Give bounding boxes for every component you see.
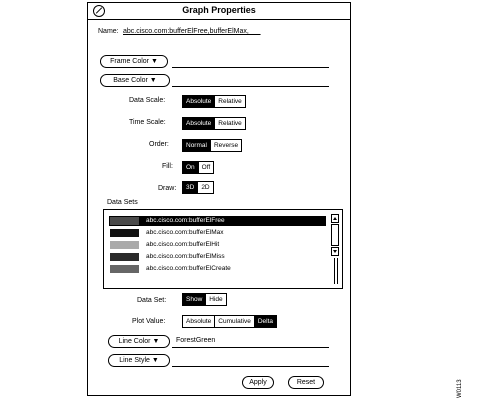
data-set-show[interactable]: Show	[183, 294, 206, 305]
line-color-value[interactable]: ForestGreen	[176, 337, 216, 344]
line-style-field[interactable]	[172, 366, 329, 367]
data-set-hide[interactable]: Hide	[209, 296, 223, 303]
fill-on[interactable]: On	[183, 162, 199, 173]
list-item[interactable]	[109, 228, 326, 238]
line-style-button[interactable]: Line Style ▼	[108, 354, 170, 367]
time-scale-toggle	[182, 117, 246, 130]
line-color-field[interactable]	[172, 347, 329, 348]
draw-label: Draw:	[158, 185, 177, 192]
base-color-button[interactable]: Base Color ▼	[100, 74, 170, 87]
list-item[interactable]	[109, 264, 326, 274]
order-reverse[interactable]: Reverse	[213, 142, 239, 149]
graph-properties-window	[87, 2, 351, 396]
time-scale-absolute[interactable]: Absolute	[183, 118, 215, 129]
order-label: Order:	[149, 141, 169, 148]
scroll-up-arrow-icon[interactable]	[331, 214, 339, 223]
list-item[interactable]	[109, 240, 326, 250]
name-field[interactable]: abc.cisco.com:bufferElFree,bufferElMax,___	[123, 28, 261, 35]
draw-2d[interactable]: 2D	[201, 184, 210, 191]
data-scale-toggle	[182, 95, 246, 108]
series-name: abc.cisco.com:bufferElCreate	[146, 265, 231, 272]
list-item[interactable]	[109, 252, 326, 262]
plot-value-absolute[interactable]: Absolute	[183, 316, 215, 327]
fill-label: Fill:	[162, 163, 173, 170]
plot-value-label: Plot Value:	[132, 318, 166, 325]
series-swatch	[110, 217, 139, 225]
fill-off[interactable]: Off	[201, 164, 211, 171]
data-set-label: Data Set:	[137, 297, 167, 304]
time-scale-relative[interactable]: Relative	[218, 120, 242, 127]
frame-color-field[interactable]	[172, 67, 329, 68]
fill-toggle	[182, 161, 214, 174]
order-normal[interactable]: Normal	[183, 140, 211, 151]
series-name: abc.cisco.com:bufferElFree	[146, 217, 225, 224]
data-sets-list[interactable]	[103, 209, 343, 289]
data-scale-absolute[interactable]: Absolute	[183, 96, 215, 107]
scrollbar[interactable]	[331, 214, 339, 284]
time-scale-label: Time Scale:	[129, 119, 166, 126]
draw-3d[interactable]: 3D	[183, 182, 198, 193]
plot-value-cumulative[interactable]: Cumulative	[215, 316, 255, 327]
title-bar	[88, 3, 350, 20]
base-color-field[interactable]	[172, 86, 329, 87]
series-swatch	[110, 241, 139, 249]
line-color-button[interactable]: Line Color ▼	[108, 335, 170, 348]
frame-color-button[interactable]: Frame Color ▼	[100, 55, 168, 68]
reset-button[interactable]: Reset	[288, 376, 324, 389]
window-title: Graph Properties	[182, 5, 256, 15]
apply-button[interactable]: Apply	[242, 376, 274, 389]
scroll-down-arrow-icon[interactable]	[331, 247, 339, 256]
scrollbar-rail	[334, 258, 338, 284]
scrollbar-thumb[interactable]	[331, 224, 339, 246]
figure-id: W0113	[457, 379, 463, 398]
data-sets-label: Data Sets	[107, 199, 138, 206]
series-swatch	[110, 253, 139, 261]
order-toggle	[182, 139, 242, 152]
data-set-toggle	[182, 293, 227, 306]
series-name: abc.cisco.com:bufferElMiss	[146, 253, 225, 260]
name-label: Name:	[98, 28, 119, 35]
series-swatch	[110, 229, 139, 237]
data-scale-relative[interactable]: Relative	[218, 98, 242, 105]
list-item[interactable]	[109, 216, 326, 226]
series-name: abc.cisco.com:bufferElMax	[146, 229, 224, 236]
series-swatch	[110, 265, 139, 273]
series-name: abc.cisco.com:bufferElHit	[146, 241, 220, 248]
plot-value-delta[interactable]: Delta	[255, 316, 276, 327]
plot-value-toggle	[182, 315, 277, 328]
draw-toggle	[182, 181, 214, 194]
data-scale-label: Data Scale:	[129, 97, 166, 104]
